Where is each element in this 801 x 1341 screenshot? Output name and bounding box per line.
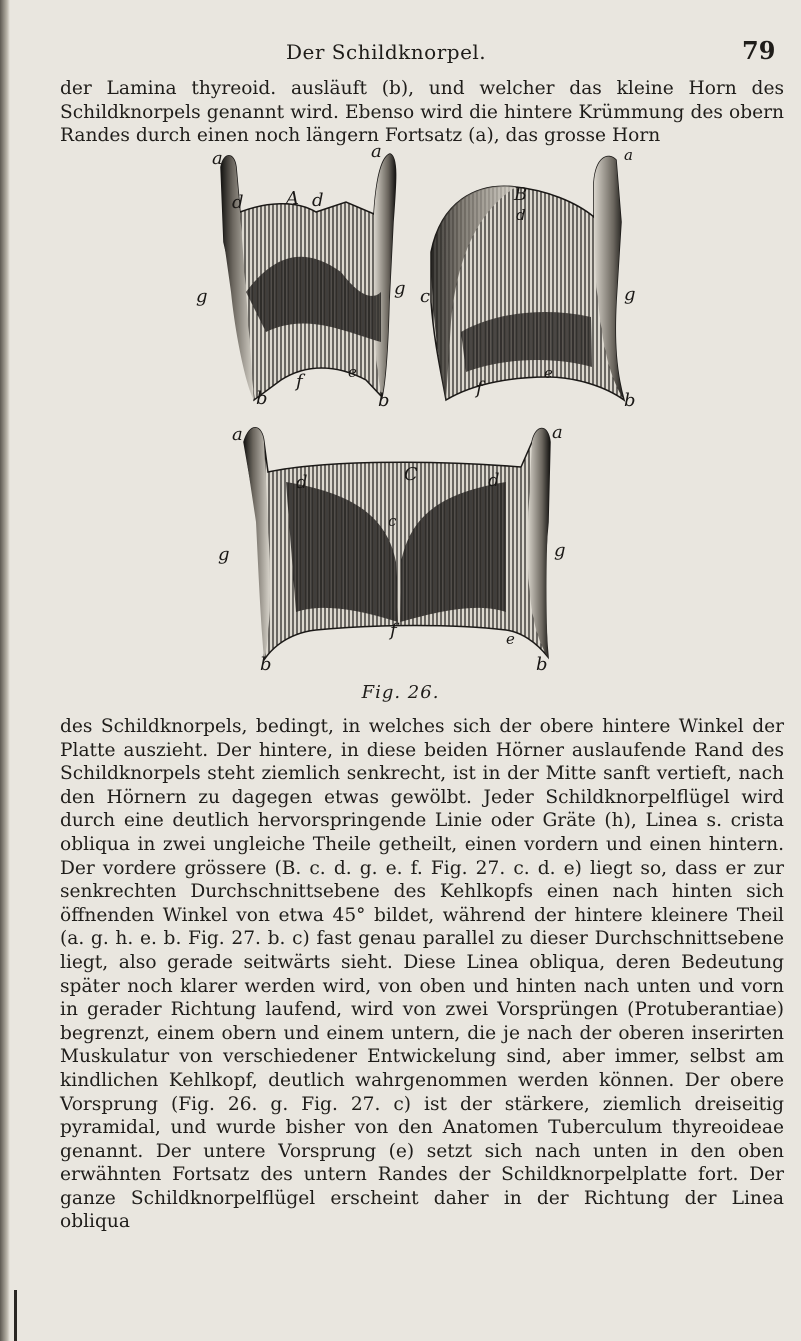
- label-a-a2: a: [371, 142, 382, 162]
- label-a-b: b: [256, 388, 268, 409]
- label-c-panel: C: [404, 464, 418, 485]
- binding-edge-mark: [14, 1290, 17, 1341]
- paragraph-2-text: des Schildknorpels, bedingt, in welches sich der obere hintere Winkel der Platte auszieht. Der hintere, in diese beiden Hörner auslaufende Rand des Schildknorpels steht ziemlich senkrecht, ist in der Mitte sanft vertieft, nach den Hörnern zu dagegen etwas gewölbt. Jeder Schildknorpelflügel wird durch eine deutlich hervorspringende Linie oder Gräte (h), Linea s. crista obliqua in zwei ungleiche Theile getheilt, einen vordern und einen hintern. Der vordere grössere (B. c. d. g. e. f. Fig. 27. c. d. e) liegt so, dass er zur senkrechten Durchschnittsebene des Kehlkopfs einen nach hinten sich öffnenden Winkel von etwa 45° bildet, während der hintere kleinere Theil (a. g. h. e. b. Fig. 27. b. c) fast genau parallel zu dieser Durchschnittsebene liegt, also gerade seitwärts sieht. Diese Linea obliqua, deren Bedeutung später noch klarer werden wird, von oben und hinten nach unten und vorn in gerader Richtung laufend, wird von zwei Vorsprüngen (Protuberantiae) begrenzt, einem obern und einem untern, die je nach der oberen inserirten Muskulatur von verschiedener Entwickelung sind, aber immer, selbst am kindlichen Kehlkopf, deutlich wahrgenommen werden können. Der obere Vorsprung (Fig. 26. g. Fig. 27. c) ist der stärkere, ziemlich dreiseitig pyramidal, und wurde bisher von den Anatomen Tuberculum thyreoideae genannt. Der untere Vorsprung (e) setzt sich nach unten in den oben erwähnten Fortsatz des untern Randes der Schildknorpelplatte fort. Der ganze Schildknorpelflügel erscheint daher in der Richtung der Linea obliqua: [60, 716, 784, 1233]
- label-a-d2: d: [312, 190, 324, 211]
- label-a-g: g: [196, 286, 208, 307]
- label-b-d: d: [516, 206, 526, 224]
- page-number: 79: [742, 36, 776, 65]
- panel-b-cartilage: [420, 146, 636, 411]
- label-b-g: g: [624, 284, 636, 305]
- label-c-b: b: [260, 654, 272, 675]
- label-b-panel: B: [514, 184, 528, 205]
- paragraph-main: [60, 715, 784, 1234]
- label-b-f: f: [476, 378, 483, 399]
- label-c-d: d: [296, 472, 308, 493]
- label-c-b2: b: [536, 654, 548, 675]
- cartilage-engraving: [176, 142, 666, 687]
- label-c-g2: g: [554, 540, 566, 561]
- label-c-f: f: [390, 620, 397, 641]
- label-c-a2: a: [552, 422, 563, 443]
- label-c-d2: d: [488, 470, 500, 491]
- label-b-a: a: [624, 146, 633, 164]
- label-a-e: e: [348, 363, 357, 381]
- label-b-b: b: [624, 390, 636, 411]
- label-c-c: c: [388, 512, 397, 530]
- label-a-d: d: [232, 192, 244, 213]
- running-title: Der Schildknorpel.: [286, 40, 487, 64]
- label-a-g2: g: [394, 278, 406, 299]
- label-a-b2: b: [378, 390, 390, 411]
- panel-c-cartilage: [218, 422, 566, 675]
- figure-26-illustration: [176, 142, 666, 687]
- label-b-c: c: [420, 286, 431, 307]
- label-b-e: e: [544, 364, 553, 382]
- running-head: [0, 36, 801, 70]
- label-a-panel: A: [286, 188, 299, 209]
- paragraph-top: [60, 77, 784, 148]
- panel-a-cartilage: [196, 142, 406, 411]
- book-binding-shadow: [0, 0, 10, 1341]
- label-c-g: g: [218, 544, 230, 565]
- paragraph-1-text: der Lamina thyreoid. ausläuft (b), und welcher das kleine Horn des Schildknorpels genannt wird. Ebenso wird die hintere Krümmung des obern Randes durch einen noch längern Fortsatz (a), das grosse Horn: [60, 78, 784, 147]
- label-a-a: a: [212, 148, 223, 169]
- label-c-a: a: [232, 424, 243, 445]
- label-c-e: e: [506, 630, 515, 648]
- figure-caption: Fig. 26.: [361, 682, 440, 703]
- label-a-f: f: [296, 371, 303, 392]
